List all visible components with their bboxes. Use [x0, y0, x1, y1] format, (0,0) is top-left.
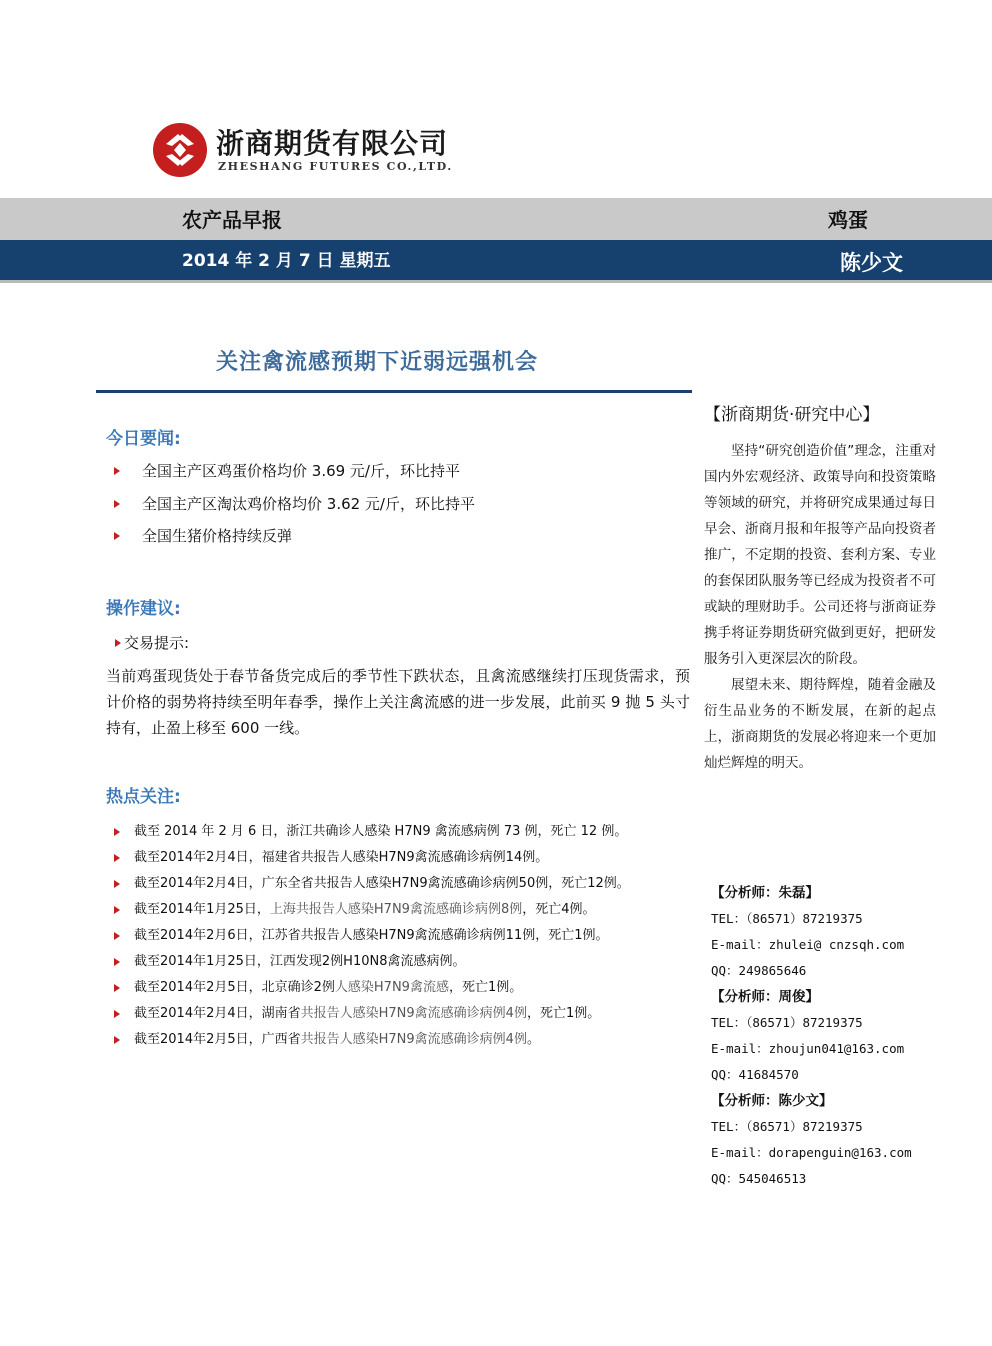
bullet-triangle-icon — [114, 532, 120, 540]
bullet-triangle-icon — [114, 828, 120, 836]
report-type: 农产品早报 — [182, 208, 282, 232]
report-product: 鸡蛋 — [828, 208, 868, 232]
company-name-en: ZHESHANG FUTURES CO.,LTD. — [218, 160, 453, 173]
analyst-name: 【分析师：陈少文】 — [711, 1093, 833, 1109]
analyst-qq: QQ：545046513 — [711, 1171, 807, 1186]
company-name-cn: 浙商期货有限公司 — [216, 127, 449, 160]
bullet-triangle-icon — [114, 1036, 120, 1044]
analyst-qq: QQ：41684570 — [711, 1067, 799, 1082]
trade-tip — [110, 632, 189, 653]
analyst-email: E-mail：dorapenguin@163.com — [711, 1145, 912, 1160]
hotspots-heading: 热点关注: — [106, 787, 181, 807]
news-item: 全国主产区鸡蛋价格均价 3.69 元/斤，环比持平 — [114, 455, 475, 488]
hotspot-item: 截至2014年2月4日，福建省共报告人感染H7N9禽流感确诊病例14例。 — [114, 845, 630, 871]
hotspot-item: 截至2014年2月6日，江苏省共报告人感染H7N9禽流感确诊病例11例，死亡1例。 — [114, 923, 630, 949]
research-center-paragraph: 展望未来、期待辉煌，随着金融及衍生品业务的不断发展，在新的起点上，浙商期货的发展必将迎来一个更加灿烂辉煌的明天。 — [704, 677, 936, 771]
analyst-tel: TEL：（86571）87219375 — [711, 1015, 863, 1030]
news-list — [114, 455, 475, 553]
company-logo-mark-icon — [152, 122, 208, 178]
hotspot-item: 截至2014年1月25日，上海共报告人感染H7N9禽流感确诊病例8例，死亡4例。 — [114, 897, 630, 923]
bullet-triangle-icon — [114, 854, 120, 862]
advice-heading: 操作建议: — [106, 599, 181, 619]
news-item: 全国生猪价格持续反弹 — [114, 520, 475, 553]
hotspot-item: 截至2014年1月25日，江西发现2例H10N8禽流感病例。 — [114, 949, 630, 975]
analyst-contacts — [711, 880, 961, 1192]
trade-tip-label: 交易提示: — [124, 634, 190, 652]
bullet-triangle-icon — [114, 984, 120, 992]
news-item: 全国主产区淘汰鸡价格均价 3.62 元/斤，环比持平 — [114, 488, 475, 521]
bullet-triangle-icon — [114, 932, 120, 940]
analyst-tel: TEL：（86571）87219375 — [711, 911, 863, 926]
news-heading: 今日要闻: — [106, 429, 181, 449]
research-center-paragraph: 坚持“研究创造价值”理念，注重对国内外宏观经济、政策导向和投资策略等领域的研究，并将研究成果通过每日早会、浙商月报和年报等产品向投资者推广，不定期的投资、套利方案、专业的套保团队服务等已经成为投资者不可或缺的理财助手。公司还将与浙商证券携手将证券期货研究做到更好，把研发服务引入更深层次的阶段。 — [704, 443, 936, 667]
bullet-triangle-icon — [114, 880, 120, 888]
report-author: 陈少文 — [840, 251, 903, 275]
hotspot-item: 截至2014年2月4日，广东全省共报告人感染H7N9禽流感确诊病例50例，死亡12例。 — [114, 871, 630, 897]
bullet-triangle-icon — [115, 639, 121, 647]
research-center-heading: 【浙商期货·研究中心】 — [704, 405, 880, 425]
hotspots-list — [114, 819, 630, 1053]
hotspot-item: 截至2014年2月5日，广西省共报告人感染H7N9禽流感确诊病例4例。 — [114, 1027, 630, 1053]
hotspot-item: 截至2014年2月4日，湖南省共报告人感染H7N9禽流感确诊病例4例，死亡1例。 — [114, 1001, 630, 1027]
analyst-email: E-mail：zhulei@ cnzsqh.com — [711, 937, 905, 952]
research-center-text — [704, 438, 936, 776]
report-date: 2014 年 2 月 7 日 星期五 — [182, 251, 391, 271]
bullet-triangle-icon — [114, 467, 120, 475]
bullet-triangle-icon — [114, 958, 120, 966]
bullet-triangle-icon — [114, 906, 120, 914]
analyst-name: 【分析师：周俊】 — [711, 989, 819, 1005]
analyst-email: E-mail：zhoujun041@163.com — [711, 1041, 905, 1056]
analyst-qq: QQ：249865646 — [711, 963, 807, 978]
header-band-line — [0, 280, 992, 283]
advice-text: 当前鸡蛋现货处于春节备货完成后的季节性下跌状态，且禽流感继续打压现货需求，预计价格的弱势将持续至明年春季，操作上关注禽流感的进一步发展，此前买 9 抛 5 头寸持有，止盈上移至 600 一线。 — [106, 667, 690, 737]
analyst-tel: TEL：（86571）87219375 — [711, 1119, 863, 1134]
report-title: 关注禽流感预期下近弱远强机会 — [216, 350, 539, 375]
hotspot-item: 截至 2014 年 2 月 6 日，浙江共确诊人感染 H7N9 禽流感病例 73 例，死亡 12 例。 — [114, 819, 630, 845]
bullet-triangle-icon — [114, 1010, 120, 1018]
analyst-name: 【分析师：朱磊】 — [711, 885, 819, 901]
bullet-triangle-icon — [114, 500, 120, 508]
hotspot-item: 截至2014年2月5日，北京确诊2例人感染H7N9禽流感，死亡1例。 — [114, 975, 630, 1001]
title-divider — [96, 390, 692, 393]
company-logo — [152, 118, 453, 180]
